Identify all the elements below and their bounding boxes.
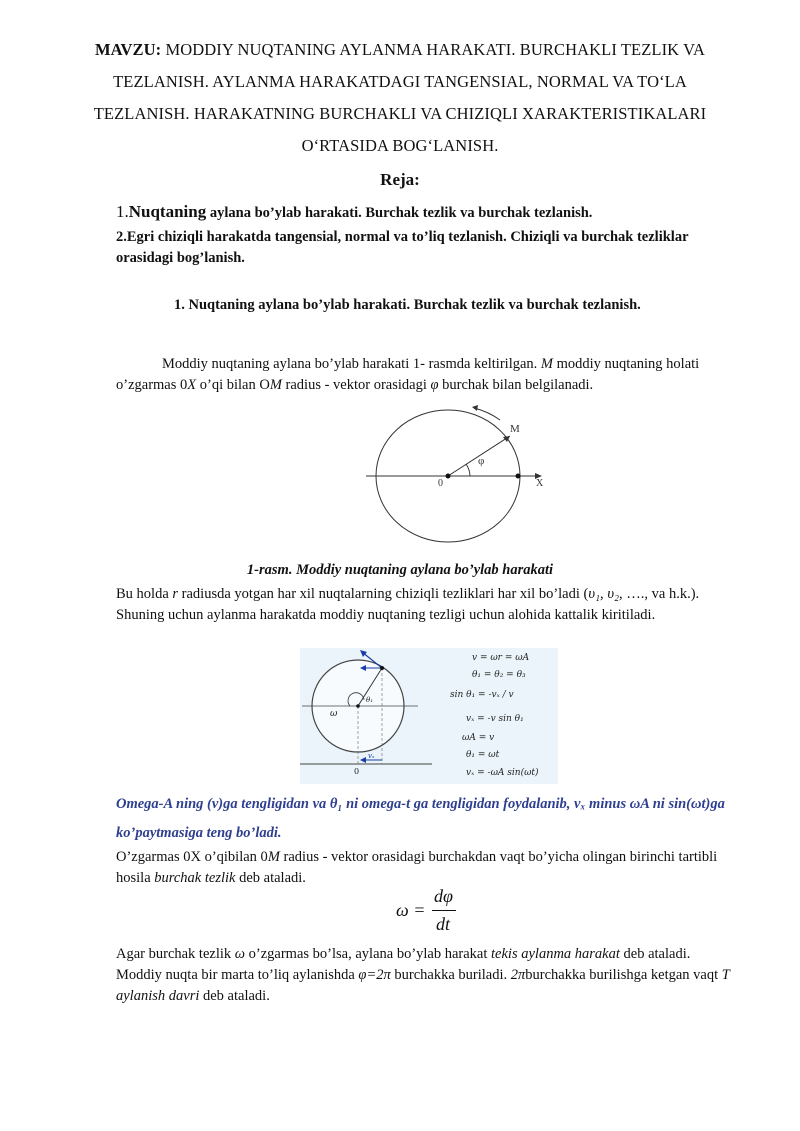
omega-explanation: Omega-A ning (v)ga tengligidan va θ₁ ni omega-t ga tengligidan foydalanib, vₓ minus ωA ni sin(ωt)ga ko’paytmasiga teng bo’ladi.: [116, 796, 725, 841]
plan-heading: Reja:: [380, 170, 420, 189]
equation-4: vₓ = -v sin θ₁: [466, 714, 524, 724]
equation-7: vₓ = -ωA sin(ωt): [466, 768, 539, 778]
plan-item-2: 2.Egri chiziqli harakatda tangensial, normal va to’liq tezlanish. Chiziqli va burchak tezliklar orasidagi bog’lanish.: [116, 229, 689, 266]
x-axis-label: X: [536, 478, 544, 489]
theta-label: θ₁: [366, 696, 374, 704]
velocity-arrowhead: [360, 650, 367, 657]
origin-label: 0: [438, 478, 443, 489]
angular-velocity-formula: [396, 886, 476, 942]
circular-motion-figure: [360, 398, 550, 570]
equation-6: θ₁ = ωt: [466, 750, 500, 760]
paragraph-3-text-b: radius - vektor orasidagi burchakdan vaqt bo’yicha olingan birinchi tartibli hosila: [116, 849, 718, 886]
paragraph-4-text-f: deb ataladi.: [203, 988, 270, 1004]
paragraph-2-symbol-v2: υ₂,: [607, 586, 623, 602]
formula-denominator: dt: [436, 914, 451, 934]
plan-item-1: [116, 202, 592, 222]
paragraph-4-symbol-t: T: [721, 967, 730, 983]
paragraph-1-text-c: o’qi bilan O: [199, 377, 270, 393]
equation-2: θ₁ = θ₂ = θ₃: [472, 670, 526, 680]
formula-lhs: ω =: [396, 900, 426, 920]
paragraph-4-phi-equation: φ=2π: [358, 967, 391, 983]
plan-item-1-lead: Nuqtaning: [128, 202, 207, 221]
paragraph-2-text-c: …., va h.k.). Shuning uchun aylanma harakatda moddiy nuqtaning tezligi uchun alohida kattalik kiritiladi.: [116, 586, 700, 623]
paragraph-1-symbol-x: X: [187, 377, 197, 393]
paragraph-4-text-d: burchakka buriladi.: [394, 967, 508, 983]
paragraph-1: [116, 354, 730, 396]
section-heading-1: 1. Nuqtaning aylana bo’ylab harakati. Burchak tezlik va burchak tezlanish.: [174, 297, 641, 313]
paragraph-1-symbol-m: M: [540, 356, 553, 372]
paragraph-2-text-a: Bu holda: [116, 586, 169, 602]
origin-point: [446, 474, 451, 479]
paragraph-4-term-1: tekis aylanma harakat: [491, 946, 620, 962]
paragraph-3: [116, 847, 730, 889]
angle-phi-label: φ: [478, 455, 485, 467]
paragraph-2: [116, 584, 730, 626]
plan-item-1-text: aylana bo’ylab harakati. Burchak tezlik va burchak tezlanish.: [209, 205, 593, 221]
paragraph-1-text-a: Moddiy nuqtaning aylana bo’ylab harakati 1- rasmda keltirilgan.: [162, 356, 538, 372]
velocity-projection-figure: [300, 648, 558, 784]
paragraph-4-text-a: Agar burchak tezlik: [116, 946, 232, 962]
paragraph-4-text-c: deb ataladi. Moddiy nuqta bir marta to’liq aylanishda: [116, 946, 691, 983]
paragraph-1-text-e: burchak bilan belgilanadi.: [442, 377, 594, 393]
paragraph-2-symbol-v1: υ₁,: [588, 586, 604, 602]
paragraph-3-symbol-m: M: [267, 849, 280, 865]
paragraph-1-text-d: radius - vektor orasidagi: [285, 377, 427, 393]
rotation-arrowhead: [472, 405, 478, 411]
paragraph-3-text-a: O’zgarmas 0X o’qibilan 0: [116, 849, 268, 865]
paragraph-4-term-2: aylanish davri: [116, 988, 200, 1004]
paragraph-3-text-c: deb ataladi.: [239, 870, 306, 886]
paragraph-4: [116, 944, 730, 1007]
equation-5: ωA = v: [462, 733, 495, 743]
paragraph-2-text-b: radiusda yotgan har xil nuqtalarning chiziqli tezliklari har xil bo’ladi (: [181, 586, 589, 602]
plan-item-1-number: 1.: [116, 202, 129, 221]
equation-1: v = ωr = ωA: [472, 653, 530, 663]
paragraph-4-symbol-omega: ω: [234, 946, 246, 962]
projection-origin-label: 0: [354, 767, 360, 776]
equation-3: sin θ₁ = -vₓ / v: [450, 690, 514, 700]
baseline-vx-arrowhead: [360, 757, 366, 763]
paragraph-1-symbol-phi: φ: [430, 377, 439, 393]
omega-label: ω: [330, 709, 338, 719]
paragraph-1-symbol-m2: M: [269, 377, 282, 393]
rotating-point: [380, 666, 384, 670]
mavzu-label: MAVZU:: [94, 40, 162, 59]
formula-numerator: dφ: [434, 886, 453, 906]
page-title: [90, 34, 710, 162]
title-text: MODDIY NUQTANING AYLANMA HARAKATI. BURCHAKLI TEZLIK VA TEZLANISH. AYLANMA HARAKATDAGI TANGENSIAL, NORMAL VA TO‘LA TEZLANISH. HARAKATNING BURCHAKLI VA CHIZIQLI XARAKTERISTIKALARI O‘RTASIDA BOG‘LANISH.: [93, 40, 707, 155]
figure-1-caption: 1-rasm. Moddiy nuqtaning aylana bo’ylab harakati: [246, 562, 554, 578]
rotation-arrow: [474, 408, 500, 420]
paragraph-4-text-e: burchakka burilishga ketgan vaqt: [525, 967, 719, 983]
paragraph-4-two-pi: 2π: [510, 967, 526, 983]
angle-arc: [466, 464, 470, 476]
formula-fraction-bar: [432, 910, 456, 911]
paragraph-2-symbol-r: r: [172, 586, 179, 602]
point-m-label: M: [510, 423, 520, 435]
projection-center: [356, 704, 360, 708]
start-point: [516, 474, 521, 479]
paragraph-4-text-b: o’zgarmas bo’lsa, aylana bo’ylab harakat: [248, 946, 488, 962]
paragraph-1-text-b: moddiy nuqtaning holati o’zgarmas 0: [116, 356, 700, 393]
paragraph-3-term: burchak tezlik: [154, 870, 236, 886]
vx-label: vₓ: [368, 752, 375, 760]
